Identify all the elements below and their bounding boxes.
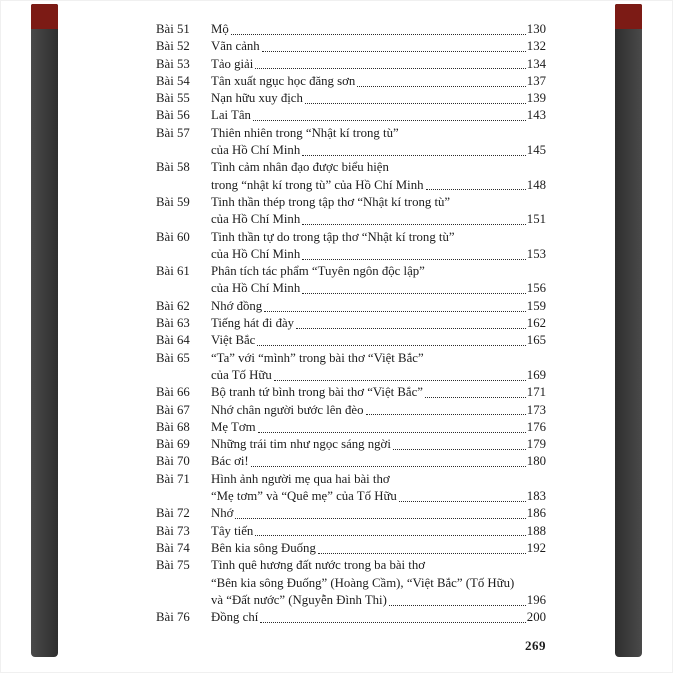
toc-page-number: 139 [526,91,546,106]
toc-line-text: Việt Bắc [211,333,256,348]
toc-line [211,436,546,453]
toc-entry [156,505,546,522]
toc-entry-body [211,315,546,332]
toc-line [211,402,546,419]
toc-entry-body [211,125,546,160]
toc-page-number: 179 [526,437,546,452]
toc-entry-body [211,471,546,506]
toc-page-number: 134 [526,56,546,71]
toc-entry-number: Bài 62 [156,298,190,313]
toc-page-number: 137 [526,73,546,88]
toc-entry [156,384,546,401]
toc-entry-number: Bài 69 [156,437,190,452]
toc-line [211,419,546,436]
toc-entry-number: Bài 59 [156,194,190,209]
toc-line-text: Bác ơi! [211,454,249,469]
toc-entry [156,453,546,470]
toc-line [211,159,546,176]
toc-line [211,332,546,349]
toc-entry-body [211,56,546,73]
toc-entry-number: Bài 56 [156,108,190,123]
book-cover-corner-left [31,4,58,29]
dot-leader [318,540,526,554]
toc-page-number: 180 [526,454,546,469]
dot-leader [399,488,526,502]
toc-entry [156,332,546,349]
toc-entry-body [211,107,546,124]
toc-page-number: 188 [526,523,546,538]
toc-line [211,298,546,315]
toc-page-number: 192 [526,540,546,555]
toc-entry-number: Bài 63 [156,316,190,331]
toc-line [211,142,546,159]
dot-leader [258,419,526,433]
dot-leader [302,246,526,260]
toc-entry [156,523,546,540]
dot-leader [251,453,526,467]
toc-page-number: 159 [526,298,546,313]
toc-entry [156,229,546,264]
toc-entry-number: Bài 54 [156,73,190,88]
toc-entry-body [211,523,546,540]
toc-entry-body [211,419,546,436]
toc-entry-body [211,350,546,385]
dot-leader [305,90,526,104]
toc-line-text: Mẹ Tơm [211,419,256,434]
dot-leader [366,402,526,416]
toc-entry-body [211,402,546,419]
book-cover-corner-right [615,4,642,29]
toc-line-text: Tình cảm nhân đạo được biểu hiện [211,160,389,175]
toc-entry [156,38,546,55]
toc-page-number: 176 [526,419,546,434]
toc-line [211,194,546,211]
toc-entry-body [211,384,546,401]
toc-entry-body [211,229,546,264]
toc-entry-number: Bài 55 [156,91,190,106]
toc-line-text: Bộ tranh tứ bình trong bài thơ “Việt Bắc” [211,385,423,400]
toc-entry [156,56,546,73]
toc-entry [156,107,546,124]
toc-line [211,56,546,73]
toc-line-text: Đồng chí [211,610,259,625]
toc-page-number: 171 [526,385,546,400]
toc-entry-number: Bài 61 [156,264,190,279]
toc-line-text: của Hồ Chí Minh [211,246,301,261]
toc-line [211,350,546,367]
toc-page-number: 183 [526,489,546,504]
toc-line-text: “Mẹ tơm” và “Quê mẹ” của Tố Hữu [211,489,397,504]
dot-leader [262,38,526,52]
toc-page-number: 196 [526,592,546,607]
toc-entry [156,609,546,626]
toc-line-text: Hình ảnh người mẹ qua hai bài thơ [211,471,390,486]
toc-entry [156,402,546,419]
toc-line-text: của Hồ Chí Minh [211,281,301,296]
toc-entry [156,125,546,160]
toc-entry-body [211,159,546,194]
toc-page-number: 153 [526,246,546,261]
toc-page-number: 145 [526,143,546,158]
toc-line [211,246,546,263]
toc-line-text: Tình quê hương đất nước trong ba bài thơ [211,558,425,573]
page-number-footer: 269 [525,638,546,654]
toc-line-text: Thiên nhiên trong “Nhật kí trong tù” [211,125,399,140]
toc-line-text: Lai Tân [211,108,251,123]
toc-page-number: 156 [526,281,546,296]
toc-entry-number: Bài 74 [156,540,190,555]
toc-line [211,557,546,574]
dot-leader [235,505,525,519]
toc-line [211,592,546,609]
toc-entry [156,540,546,557]
toc-page-number: 162 [526,316,546,331]
toc-entry-number: Bài 57 [156,125,190,140]
toc-line-text: Nạn hữu xuy địch [211,91,303,106]
toc-line-text: Tảo giải [211,56,254,71]
toc-entry-body [211,540,546,557]
toc-page-number: 169 [526,367,546,382]
toc-entry [156,471,546,506]
toc-entry-body [211,332,546,349]
toc-line-text: Tây tiến [211,523,254,538]
toc-line-text: Nhớ chân người bước lên đèo [211,402,364,417]
book-edge-right [615,4,642,657]
toc-line [211,229,546,246]
toc-line-text: “Bên kia sông Đuống” (Hoàng Cầm), “Việt Bắc” (Tố Hữu) [211,575,515,590]
toc-entry-body [211,21,546,38]
toc-entry-body [211,90,546,107]
toc-line [211,315,546,332]
toc-entry-body [211,73,546,90]
dot-leader [425,384,526,398]
toc-line-text: trong “nhật kí trong tù” của Hồ Chí Minh [211,177,424,192]
book-edge-left [31,4,58,657]
toc-line [211,471,546,488]
toc-line-text: Mộ [211,22,229,36]
toc-entry-number: Bài 70 [156,454,190,469]
toc-page-number: 143 [526,108,546,123]
toc-line-text: của Hồ Chí Minh [211,143,301,158]
toc-line-text: Tiếng hát đi đày [211,316,295,331]
toc-entry [156,419,546,436]
toc-entry-body [211,38,546,55]
toc-line-text: Bên kia sông Đuống [211,540,316,555]
toc-line [211,384,546,401]
toc-entry-number: Bài 71 [156,471,190,486]
toc-line [211,211,546,228]
dot-leader [393,436,526,450]
toc-entry [156,350,546,385]
toc-line-text: Tinh thần tự do trong tập thơ “Nhật kí trong tù” [211,229,455,244]
toc-line [211,280,546,297]
toc-line-text: Những trái tim như ngọc sáng ngời [211,437,391,452]
toc-page-number: 130 [526,22,546,36]
toc-entry-number: Bài 65 [156,350,190,365]
toc-entry-number: Bài 73 [156,523,190,538]
toc-entry [156,194,546,229]
toc-entry [156,298,546,315]
toc-line [211,453,546,470]
toc-line [211,263,546,280]
toc-entry-body [211,505,546,522]
toc-line [211,125,546,142]
toc-page-number: 186 [526,506,546,521]
toc-entry [156,436,546,453]
toc-entry [156,557,546,609]
toc-line [211,107,546,124]
toc-entry-number: Bài 75 [156,558,190,573]
toc-line [211,73,546,90]
toc-entry-number: Bài 67 [156,402,190,417]
dot-leader [357,73,526,87]
toc-entry [156,159,546,194]
toc-line [211,90,546,107]
toc-entry-body [211,453,546,470]
toc-line [211,488,546,505]
toc-entry [156,263,546,298]
toc-entry-body [211,609,546,626]
toc-entry-number: Bài 64 [156,333,190,348]
dot-leader [257,332,525,346]
dot-leader [302,142,526,156]
toc-entry-number: Bài 76 [156,610,190,625]
toc-entry-body [211,557,546,609]
toc-entry-body [211,298,546,315]
toc-entry-number: Bài 66 [156,385,190,400]
toc-line-text: Nhớ [211,506,234,521]
toc-entry-number: Bài 72 [156,506,190,521]
toc-entry-body [211,263,546,298]
toc-line [211,21,546,38]
toc-entry [156,90,546,107]
toc-line-text: và “Đất nước” (Nguyễn Đình Thi) [211,592,387,607]
toc-page-number: 132 [526,39,546,54]
toc-entry-number: Bài 52 [156,39,190,54]
toc-line-text: của Hồ Chí Minh [211,212,301,227]
toc-page-number: 165 [526,333,546,348]
toc-line [211,177,546,194]
toc-entry-number: Bài 58 [156,160,190,175]
toc-page-number: 173 [526,402,546,417]
toc-entry-number: Bài 53 [156,56,190,71]
toc-entry [156,73,546,90]
dot-leader [296,315,526,329]
toc-line-text: Vãn cảnh [211,39,260,54]
toc-page-number: 151 [526,212,546,227]
dot-leader [426,177,526,191]
dot-leader [302,280,526,294]
toc-line [211,505,546,522]
dot-leader [302,211,526,225]
toc-page-number: 148 [526,177,546,192]
toc-entry-body [211,194,546,229]
dot-leader [274,367,526,381]
toc-line-text: Nhớ đồng [211,298,263,313]
table-of-contents [156,21,546,655]
toc-list [156,21,546,626]
dot-leader [255,56,526,70]
toc-line [211,523,546,540]
toc-page-number: 200 [526,610,546,625]
dot-leader [255,523,526,537]
toc-entry-body [211,436,546,453]
toc-entry [156,315,546,332]
dot-leader [231,21,526,35]
toc-line [211,575,546,592]
toc-entry [156,21,546,38]
toc-entry-number: Bài 60 [156,229,190,244]
toc-line-text: “Ta” với “mình” trong bài thơ “Việt Bắc” [211,350,424,365]
toc-entry-number: Bài 68 [156,419,190,434]
dot-leader [253,107,526,121]
toc-line-text: Tinh thần thép trong tập thơ “Nhật kí trong tù” [211,194,451,209]
toc-line [211,540,546,557]
toc-line [211,609,546,626]
toc-line-text: của Tố Hữu [211,367,272,382]
toc-line [211,38,546,55]
toc-line [211,367,546,384]
toc-line-text: Phân tích tác phẩm “Tuyên ngôn độc lập” [211,264,425,279]
toc-entry-number: Bài 51 [156,22,190,36]
dot-leader [260,609,526,623]
dot-leader [389,592,526,606]
dot-leader [264,298,526,312]
toc-line-text: Tân xuất ngục học đăng sơn [211,73,356,88]
